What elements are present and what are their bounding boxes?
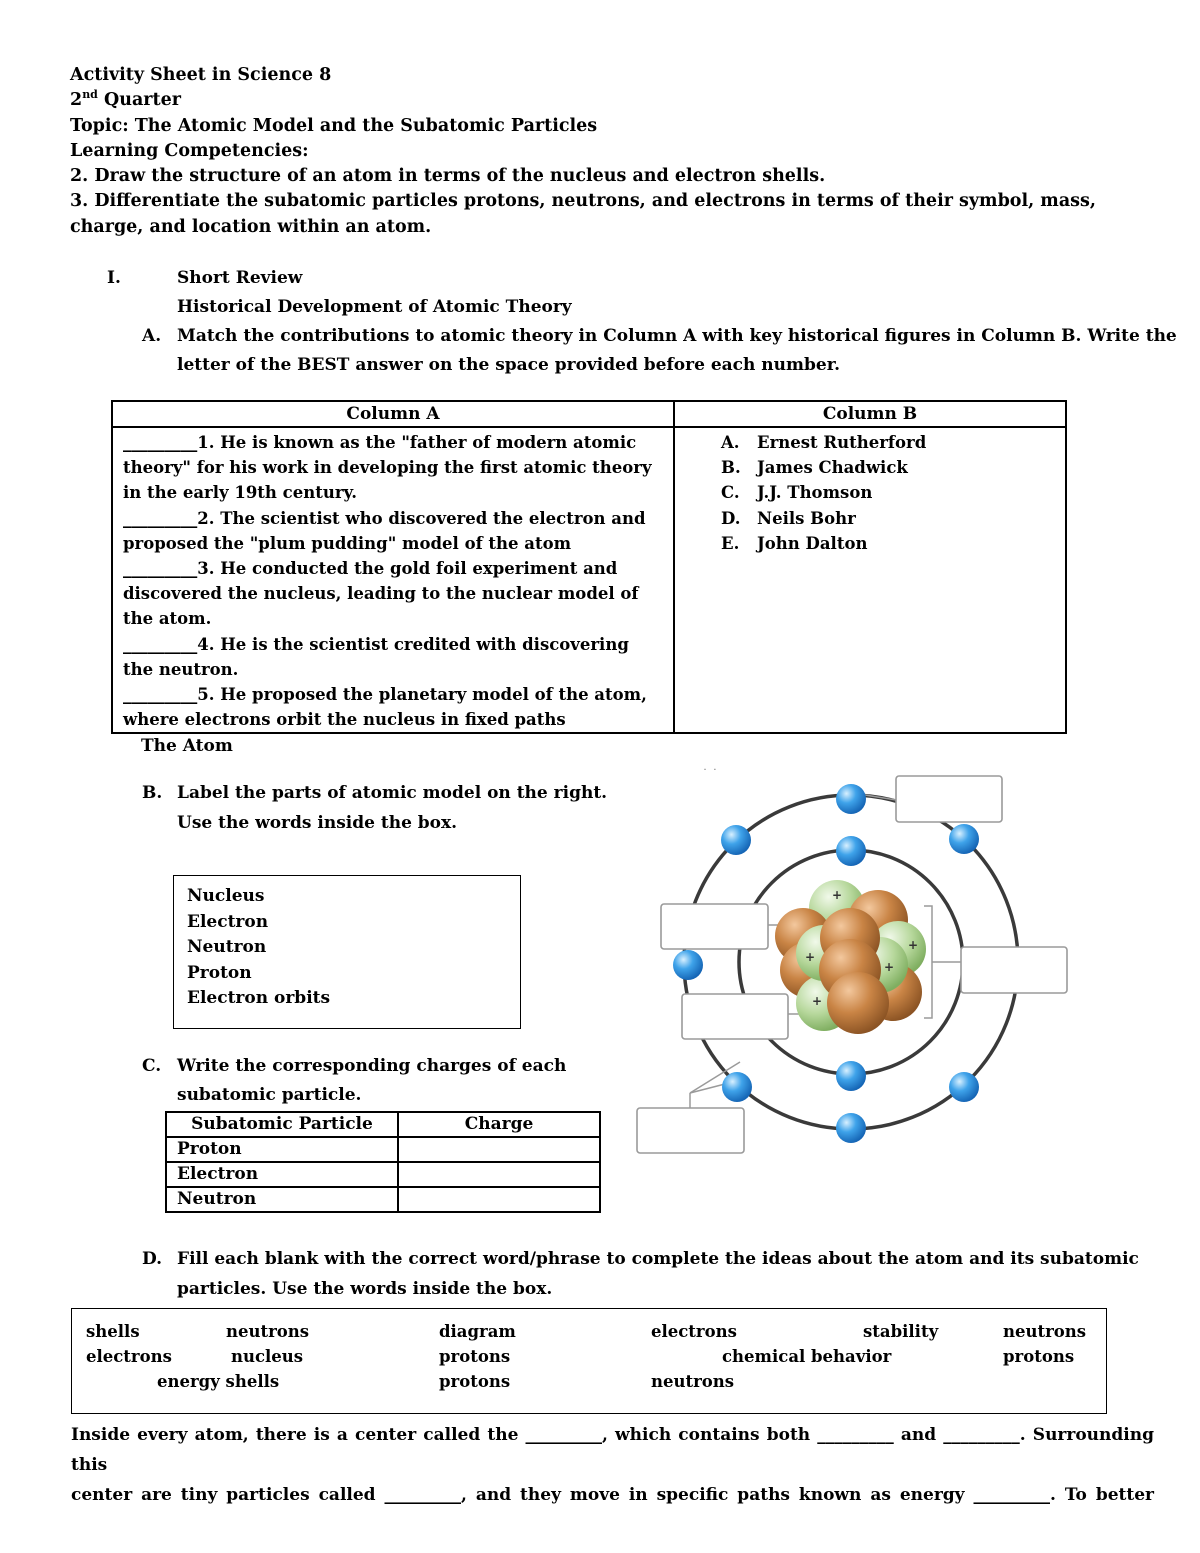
part-c-instructions: Write the corresponding charges of each [177, 1056, 567, 1076]
plus-sign: + [883, 960, 895, 974]
electron [836, 784, 866, 814]
fill-paragraph [71, 1420, 1154, 1510]
neutron [827, 972, 889, 1034]
label-box[interactable] [682, 994, 788, 1039]
electron [949, 1072, 979, 1102]
column-b-cell [674, 427, 1066, 733]
column-a-header: Column A [112, 401, 674, 427]
electron [836, 1061, 866, 1091]
charge-answer-cell[interactable] [398, 1187, 600, 1212]
charge-answer-cell[interactable] [398, 1137, 600, 1162]
label-box[interactable] [661, 904, 768, 949]
part-a-letter: A. [142, 326, 162, 346]
column-a-line: proposed the "plum pudding" model of the atom [123, 533, 572, 553]
matching-table [111, 400, 1067, 734]
label-box[interactable] [961, 947, 1067, 993]
part-c-instructions-cont: subatomic particle. [177, 1085, 362, 1105]
paragraph-line: center are tiny particles called _________, and they move in specific paths known as energy _________. To better [71, 1485, 1154, 1505]
word-box-item: Neutron [187, 937, 267, 957]
electron [721, 825, 751, 855]
charge-header-particle: Subatomic Particle [166, 1112, 398, 1137]
particle-proton: Proton [166, 1137, 398, 1162]
column-a-line: discovered the nucleus, leading to the nuclear model of [123, 584, 639, 604]
label-box[interactable] [637, 1108, 744, 1153]
fill-word: electrons [86, 1347, 172, 1366]
fill-word: protons [439, 1347, 511, 1366]
part-b-instructions-cont: Use the words inside the box. [177, 813, 458, 833]
electron [836, 1113, 866, 1143]
diagram-marks: ˙ ˙ [702, 767, 718, 781]
part-a-instructions-cont: letter of the BEST answer on the space provided before each number. [177, 355, 841, 375]
part-d-instructions: Fill each blank with the correct word/phrase to complete the ideas about the atom and its subatomic [177, 1249, 1139, 1269]
column-a-line: _________1. He is known as the "father of modern atomic [123, 433, 637, 452]
column-a-line: _________5. He proposed the planetary model of the atom, [123, 685, 647, 705]
section-roman: I. [107, 268, 121, 288]
column-b-item: C. J.J. Thomson [721, 483, 873, 503]
paragraph-line: Inside every atom, there is a center called the _________, which contains both _________ and _________. Surrounding this [71, 1425, 1154, 1475]
part-d-letter: D. [142, 1249, 163, 1269]
column-b-item: E. John Dalton [721, 533, 868, 553]
atom-diagram [620, 760, 1090, 1160]
part-c-letter: C. [142, 1056, 162, 1076]
electron [836, 836, 866, 866]
atom-section-title: The Atom [141, 736, 233, 756]
fill-word: protons [439, 1372, 511, 1391]
charge-answer-cell[interactable] [398, 1162, 600, 1187]
plus-sign: + [831, 888, 843, 902]
word-box-item: Electron [187, 911, 269, 932]
part-a-instructions: Match the contributions to atomic theory in Column A with key historical figures in Column B. Write the [177, 326, 1177, 346]
fill-word: stability [863, 1322, 939, 1341]
fill-word: protons [1003, 1347, 1075, 1366]
particle-electron: Electron [166, 1162, 398, 1187]
column-b-item: A. Ernest Rutherford [721, 433, 927, 452]
section-title: Short Review [177, 268, 303, 288]
part-b-instructions: Label the parts of atomic model on the right. [177, 783, 608, 803]
fill-word: electrons [651, 1322, 737, 1341]
fill-word: diagram [439, 1322, 516, 1341]
column-a-line: _________4. He is the scientist credited with discovering [123, 634, 629, 654]
column-b-item: D. Neils Bohr [721, 508, 856, 528]
nucleus [775, 880, 926, 1034]
column-b-item: B. James Chadwick [721, 458, 908, 478]
part-d-instructions-cont: particles. Use the words inside the box. [177, 1279, 553, 1299]
fill-word: shells [86, 1322, 140, 1341]
word-box-item: Nucleus [187, 886, 265, 906]
competencies-label: Learning Competencies: [70, 140, 309, 161]
word-box-item: Proton [187, 962, 252, 983]
word-box-item: Electron orbits [187, 988, 331, 1008]
header [70, 63, 1096, 240]
competency-3: 3. Differentiate the subatomic particles protons, neutrons, and electrons in terms of their symbol, mass, [70, 191, 1096, 212]
electron [673, 950, 703, 980]
section-subtitle: Historical Development of Atomic Theory [177, 297, 572, 317]
column-a-line: _________2. The scientist who discovered the electron and [123, 508, 646, 528]
plus-sign: + [804, 950, 816, 964]
topic: Topic: The Atomic Model and the Subatomic Particles [70, 115, 598, 136]
column-a-line: where electrons orbit the nucleus in fixed paths [123, 710, 566, 730]
column-a-line: _________3. He conducted the gold foil experiment and [123, 559, 618, 579]
electron [722, 1072, 752, 1102]
competency-2: 2. Draw the structure of an atom in terms of the nucleus and electron shells. [70, 166, 826, 187]
sheet-title: Activity Sheet in Science 8 [70, 65, 332, 85]
column-a-cell [112, 427, 674, 733]
fill-word: chemical behavior [722, 1347, 892, 1366]
fill-word: energy shells [157, 1372, 280, 1391]
charge-table [165, 1111, 601, 1213]
column-a-line: in the early 19th century. [123, 483, 357, 503]
fill-word: neutrons [226, 1322, 310, 1341]
fill-word: neutrons [651, 1372, 735, 1391]
column-a-line: theory" for his work in developing the first atomic theory [123, 458, 652, 478]
competency-3-cont: charge, and location within an atom. [70, 216, 432, 237]
fill-word: nucleus [231, 1347, 304, 1366]
particle-neutron: Neutron [166, 1187, 398, 1212]
plus-sign: + [811, 994, 823, 1008]
column-a-line: the atom. [123, 609, 212, 629]
column-b-header: Column B [674, 401, 1066, 427]
fill-word: neutrons [1003, 1322, 1087, 1341]
label-box[interactable] [896, 776, 1002, 822]
electron [949, 824, 979, 854]
quarter: 2nd Quarter [70, 88, 181, 111]
charge-header-charge: Charge [398, 1112, 600, 1137]
word-box [173, 875, 521, 1029]
column-a-line: the neutron. [123, 659, 239, 679]
part-b-letter: B. [142, 783, 163, 803]
plus-sign: + [907, 938, 919, 952]
